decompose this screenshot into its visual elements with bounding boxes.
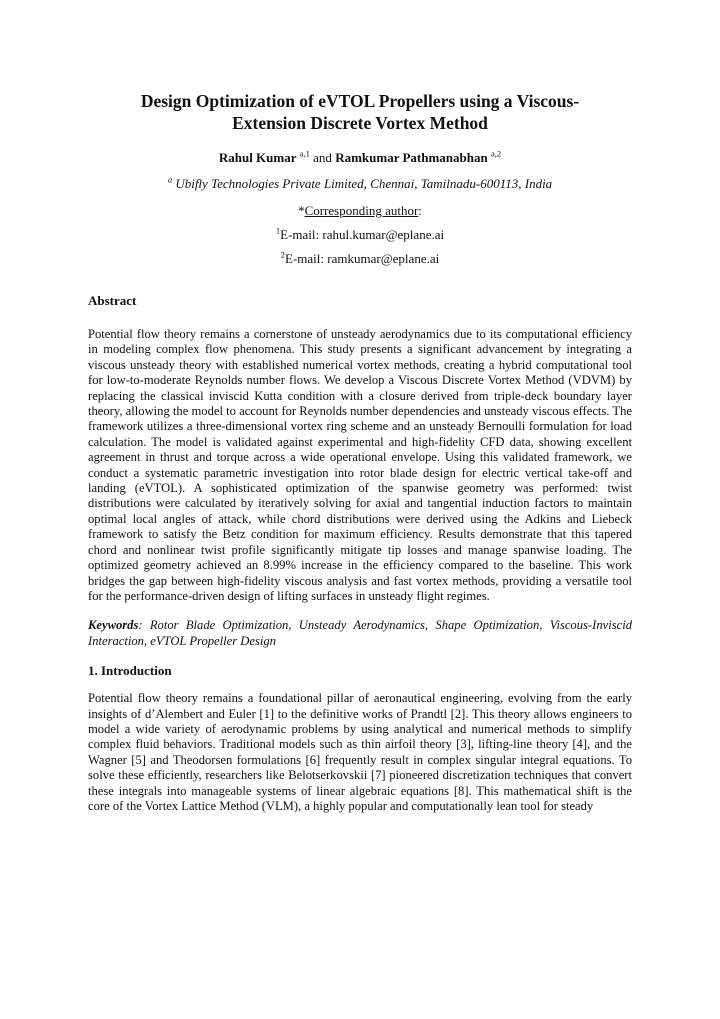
email-2-mark: 2: [280, 249, 286, 260]
corresponding-star: *: [298, 203, 305, 218]
corresponding-author: [88, 203, 632, 219]
email-2: [88, 251, 632, 267]
affiliation-mark: a: [167, 174, 173, 185]
email-1-mark: 1: [275, 225, 281, 236]
title-line-2: Extension Discrete Vortex Method: [232, 113, 488, 133]
keywords: [88, 618, 632, 649]
keywords-text: : Rotor Blade Optimization, Unsteady Aerodynamics, Shape Optimization, Viscous-Inviscid Interaction, eVTOL Propeller Design: [88, 618, 632, 648]
corresponding-author-label: Corresponding author: [304, 203, 419, 218]
corresponding-colon: :: [418, 203, 422, 218]
keywords-label: Keywords: [88, 618, 139, 633]
email-1: [88, 227, 632, 243]
introduction-paragraph: Potential flow theory remains a foundational pillar of aeronautical engineering, evolving from the early insights of d’Alembert and Euler [1] to the definitive works of Prandtl [2]. This theory allows engineers to model a wide variety of aerodynamic problems by using analytical and numerical methods to simplify complex fluid behaviors. Traditional models such as thin airfoil theory [3], lifting-line theory [4], and the Wagner [5] and Theodorsen formulations [6] frequently result in complex singular integral equations. To solve these efficiently, researchers like Belotserkovskii [7] pioneered discretization techniques that convert these integrals into manageable systems of linear algebraic equations [8]. This mathematical shift is the core of the Vortex Lattice Method (VLM), a highly popular and computationally lean tool for steady: [88, 691, 632, 813]
author-1-affiliation-mark: a,1: [299, 148, 310, 159]
affiliation-text: Ubifly Technologies Private Limited, Chennai, Tamilnadu-600113, India: [175, 176, 553, 191]
author-conjunction: and: [313, 150, 332, 165]
affiliation: [88, 176, 632, 192]
abstract-paragraph: Potential flow theory remains a cornerstone of unsteady aerodynamics due to its computational efficiency in modeling complex flow phenomena. This study presents a significant advancement by integrating a viscous unsteady theory with established numerical vortex methods, creating a hybrid computational tool for low-to-moderate Reynolds number flows. We develop a Viscous Discrete Vortex Method (VDVM) by replacing the classical inviscid Kutta condition with a closure derived from triple-deck boundary layer theory, allowing the model to account for Reynolds number dependencies and unsteady viscous effects. The framework utilizes a three-dimensional vortex ring scheme and an unsteady Bernoulli formulation for load calculation. The model is validated against experimental and high-fidelity CFD data, showing excellent agreement in thrust and torque across a wide operational envelope. Using this validated framework, we conduct a systematic parametric investigation into rotor blade design for electric vertical take-off and landing (eVTOL). A sophisticated optimization of the spanwise geometry was performed: twist distributions were calculated by iteratively solving for axial and tangential induction factors to maintain optimal local angles of attack, while chord distributions were derived using the Adkins and Liebeck framework to satisfy the Betz condition for maximum efficiency. Results demonstrate that this tapered chord and nonlinear twist profile significantly mitigate tip losses and manage spanwise loading. The optimized geometry achieved an 8.99% increase in the efficiency compared to the baseline. This work bridges the gap between high-fidelity viscous analysis and fast vortex methods, providing a versatile tool for the performance-driven design of lifting surfaces in unsteady flight regimes.: [88, 327, 632, 603]
author-2-affiliation-mark: a,2: [490, 148, 502, 159]
author-2-name: Ramkumar Pathmanabhan: [335, 150, 488, 165]
author-1-name: Rahul Kumar: [218, 150, 297, 165]
abstract-heading: Abstract: [88, 293, 137, 308]
author-list: [88, 150, 632, 166]
email-2-text: E-mail: ramkumar@eplane.ai: [285, 251, 440, 266]
title-line-1: Design Optimization of eVTOL Propellers using a Viscous-: [140, 91, 580, 111]
email-1-text: E-mail: rahul.kumar@eplane.ai: [280, 227, 445, 242]
paper-title: [88, 0, 632, 134]
introduction-heading: 1. Introduction: [88, 663, 172, 679]
